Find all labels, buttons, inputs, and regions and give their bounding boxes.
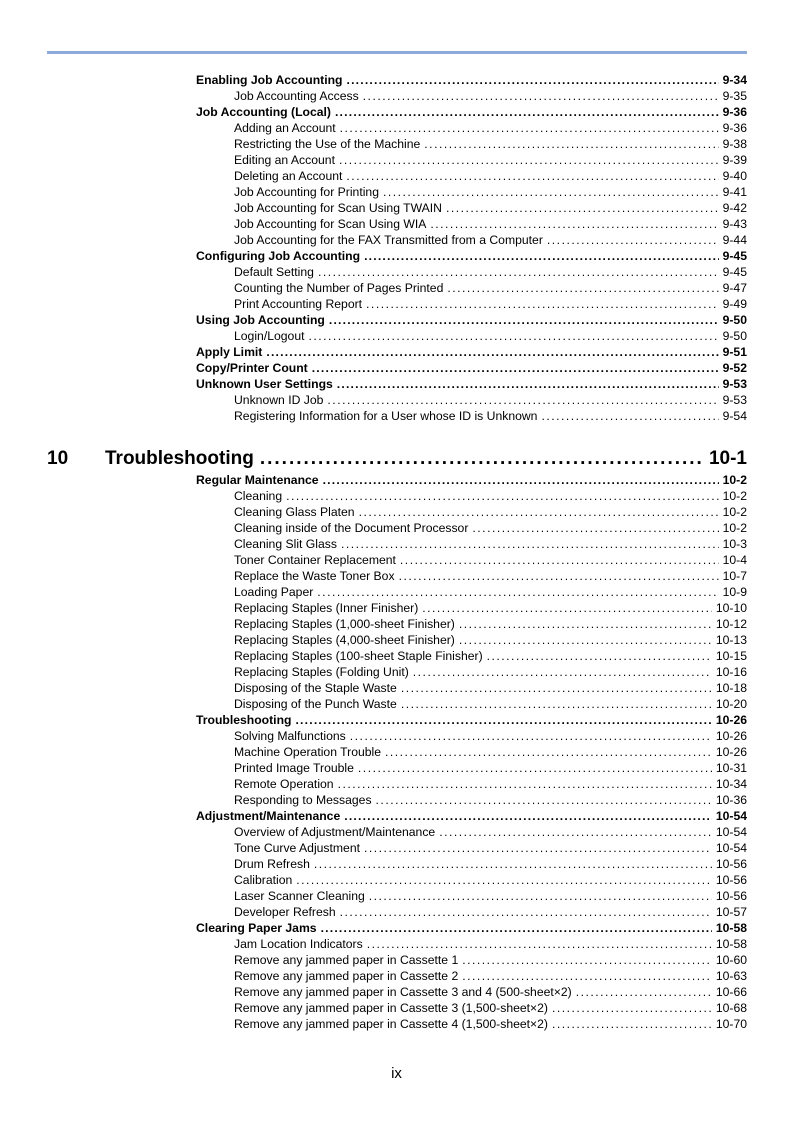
toc-entry-page: 9-51: [722, 345, 747, 359]
toc-entry-title: Cleaning Glass Platen: [234, 505, 355, 519]
toc-entry[interactable]: [234, 1016, 747, 1032]
dot-leader: [399, 568, 719, 584]
toc-entry-title: Job Accounting for the FAX Transmitted from a Computer: [234, 233, 543, 247]
toc-entry-page: 10-18: [715, 681, 747, 695]
toc-entry[interactable]: [196, 72, 747, 88]
toc-entry-page: 10-2: [722, 521, 747, 535]
toc-entry-title: Apply Limit: [196, 345, 263, 359]
chapter-heading[interactable]: [47, 447, 747, 471]
toc-entry-page: 9-34: [722, 73, 747, 87]
toc-entry[interactable]: [234, 856, 747, 872]
dot-leader: [552, 1016, 712, 1032]
toc-entry-page: 10-56: [715, 873, 747, 887]
toc-entry-title: Drum Refresh: [234, 857, 310, 871]
toc-entry-title: Deleting an Account: [234, 169, 343, 183]
toc-entry-title: Remove any jammed paper in Cassette 3 and 4 (500-sheet×2): [234, 985, 572, 999]
toc-entry-page: 9-49: [722, 297, 747, 311]
toc-entry-title: Disposing of the Staple Waste: [234, 681, 397, 695]
toc-entry-title: Configuring Job Accounting: [196, 249, 361, 263]
dot-leader: [364, 840, 712, 856]
toc-entry[interactable]: [196, 808, 747, 824]
toc-entry[interactable]: [234, 872, 747, 888]
toc-entry[interactable]: [234, 552, 747, 568]
toc-entry-page: 10-58: [715, 921, 747, 935]
toc-entry-page: 10-63: [715, 969, 747, 983]
toc-entry-page: 9-36: [722, 121, 747, 135]
toc-entry-title: Remote Operation: [234, 777, 334, 791]
dot-leader: [296, 872, 712, 888]
dot-leader: [459, 616, 712, 632]
toc-entry-page: 10-70: [715, 1017, 747, 1031]
toc-entry[interactable]: [234, 600, 747, 616]
toc-entry[interactable]: [196, 472, 747, 488]
toc-entry[interactable]: [234, 504, 747, 520]
toc-entry-page: 9-36: [722, 105, 747, 119]
toc-entry-page: 9-35: [722, 89, 747, 103]
toc-entry-title: Remove any jammed paper in Cassette 2: [234, 969, 459, 983]
toc-entry-page: 10-2: [722, 489, 747, 503]
toc-entry-page: 9-45: [722, 249, 747, 263]
dot-leader: [462, 952, 712, 968]
toc-entry-page: 9-50: [722, 329, 747, 343]
dot-leader: [339, 152, 719, 168]
toc-entry-page: 10-56: [715, 889, 747, 903]
toc-entry-title: Restricting the Use of the Machine: [234, 137, 421, 151]
toc-entry-title: Enabling Job Accounting: [196, 73, 343, 87]
toc-entry[interactable]: [196, 104, 747, 120]
toc-entry-title: Developer Refresh: [234, 905, 336, 919]
dot-leader: [344, 808, 712, 824]
toc-entry[interactable]: [234, 200, 747, 216]
dot-leader: [439, 824, 712, 840]
toc-entry-page: 10-36: [715, 793, 747, 807]
toc-entry-page: 9-39: [722, 153, 747, 167]
toc-entry-title: Toner Container Replacement: [234, 553, 396, 567]
toc-entry-title: Editing an Account: [234, 153, 335, 167]
chapter-number: 10: [47, 448, 69, 469]
toc-entry[interactable]: [234, 520, 747, 536]
toc-entry-page: 10-58: [715, 937, 747, 951]
toc-entry-title: Replacing Staples (100-sheet Staple Finisher): [234, 649, 483, 663]
toc-entry[interactable]: [196, 248, 747, 264]
toc-entry-title: Counting the Number of Pages Printed: [234, 281, 444, 295]
toc-entry[interactable]: [196, 712, 747, 728]
chapter-title: Troubleshooting: [105, 448, 254, 469]
header-rule: [47, 51, 747, 54]
toc-entry-title: Replace the Waste Toner Box: [234, 569, 395, 583]
toc-entry-page: 10-10: [715, 601, 747, 615]
toc-entry-page: 9-38: [722, 137, 747, 151]
dot-leader: [341, 536, 719, 552]
page-number: ix: [391, 1065, 402, 1082]
dot-leader: [364, 248, 719, 264]
toc-entry-page: 10-68: [715, 1001, 747, 1015]
toc-entry-page: 10-9: [722, 585, 747, 599]
toc-entry-title: Replacing Staples (Folding Unit): [234, 665, 409, 679]
toc-entry[interactable]: [234, 648, 747, 664]
toc-entry[interactable]: [234, 216, 747, 232]
dot-leader: [447, 280, 718, 296]
toc-entry-title: Registering Information for a User whose ID is Unknown: [234, 409, 538, 423]
dot-leader: [335, 104, 719, 120]
toc-entry[interactable]: [234, 616, 747, 632]
toc-entry-page: 10-13: [715, 633, 747, 647]
toc-entry[interactable]: [234, 680, 747, 696]
toc-entry[interactable]: [234, 760, 747, 776]
toc-entry[interactable]: [234, 232, 747, 248]
toc-entry-title: Job Accounting Access: [234, 89, 359, 103]
toc-entry[interactable]: [234, 952, 747, 968]
toc-entry[interactable]: [234, 664, 747, 680]
toc-entry-page: 10-54: [715, 809, 747, 823]
toc-entry-page: 9-47: [722, 281, 747, 295]
toc-entry-title: Calibration: [234, 873, 293, 887]
dot-leader: [367, 936, 712, 952]
dot-leader: [401, 680, 712, 696]
toc-entry[interactable]: [234, 408, 747, 424]
dot-leader: [329, 312, 719, 328]
dot-leader: [295, 712, 711, 728]
toc-entry[interactable]: [234, 296, 747, 312]
dot-leader: [541, 408, 718, 424]
toc-entry-page: 10-4: [722, 553, 747, 567]
toc-entry-title: Responding to Messages: [234, 793, 372, 807]
toc-entry-page: 9-45: [722, 265, 747, 279]
toc-entry-page: 10-16: [715, 665, 747, 679]
toc-entry-title: Machine Operation Trouble: [234, 745, 382, 759]
dot-leader: [547, 232, 719, 248]
toc-entry[interactable]: [234, 936, 747, 952]
toc-entry-title: Cleaning inside of the Document Processor: [234, 521, 469, 535]
dot-leader: [312, 360, 719, 376]
toc-entry[interactable]: [234, 776, 747, 792]
toc-entry[interactable]: [234, 632, 747, 648]
toc-entry-title: Cleaning Slit Glass: [234, 537, 337, 551]
toc-entry-page: 10-56: [715, 857, 747, 871]
toc-entry[interactable]: [234, 744, 747, 760]
toc-entry[interactable]: [234, 968, 747, 984]
toc-entry-title: Unknown ID Job: [234, 393, 324, 407]
toc-entry-title: Replacing Staples (Inner Finisher): [234, 601, 419, 615]
toc-entry-page: 10-26: [715, 713, 747, 727]
toc-entry-page: 10-66: [715, 985, 747, 999]
dot-leader: [413, 664, 712, 680]
toc-entry-title: Job Accounting for Scan Using TWAIN: [234, 201, 442, 215]
toc-entry[interactable]: [196, 920, 747, 936]
toc-entry[interactable]: [234, 584, 747, 600]
toc-entry[interactable]: [234, 168, 747, 184]
dot-leader: [260, 447, 703, 471]
toc-entry[interactable]: [234, 88, 747, 104]
toc-entry-page: 9-40: [722, 169, 747, 183]
toc-entry-title: Printed Image Trouble: [234, 761, 354, 775]
toc-entry-title: Using Job Accounting: [196, 313, 325, 327]
toc-entry-title: Disposing of the Punch Waste: [234, 697, 397, 711]
toc-entry[interactable]: [234, 904, 747, 920]
dot-leader: [446, 200, 719, 216]
toc-entry-page: 9-44: [722, 233, 747, 247]
toc-entry-page: 9-42: [722, 201, 747, 215]
toc-entry-title: Job Accounting for Printing: [234, 185, 379, 199]
toc-entry[interactable]: [196, 376, 747, 392]
toc-entry[interactable]: [234, 792, 747, 808]
dot-leader: [358, 760, 712, 776]
toc-entry-page: 9-53: [722, 393, 747, 407]
toc-entry-title: Tone Curve Adjustment: [234, 841, 361, 855]
dot-leader: [346, 168, 718, 184]
dot-leader: [424, 136, 718, 152]
toc-entry-title: Troubleshooting: [196, 713, 292, 727]
dot-leader: [369, 888, 712, 904]
toc-entry[interactable]: [234, 184, 747, 200]
dot-leader: [321, 920, 712, 936]
toc-entry-title: Adding an Account: [234, 121, 336, 135]
toc-entry[interactable]: [234, 392, 747, 408]
toc-entry-page: 10-34: [715, 777, 747, 791]
toc-entry-title: Overview of Adjustment/Maintenance: [234, 825, 436, 839]
toc-entry-title: Solving Malfunctions: [234, 729, 346, 743]
dot-leader: [337, 376, 719, 392]
toc-entry-title: Remove any jammed paper in Cassette 3 (1,500-sheet×2): [234, 1001, 548, 1015]
chapter-page: 10-1: [708, 448, 747, 469]
toc-entry[interactable]: [196, 312, 747, 328]
toc-entry[interactable]: [234, 888, 747, 904]
toc-entry-title: Job Accounting for Scan Using WIA: [234, 217, 427, 231]
toc-entry-page: 10-60: [715, 953, 747, 967]
toc-entry-title: Laser Scanner Cleaning: [234, 889, 365, 903]
toc-entry-page: 10-2: [722, 505, 747, 519]
toc-entry-title: Print Accounting Report: [234, 297, 363, 311]
toc-entry-page: 9-41: [722, 185, 747, 199]
toc-entry-page: 10-15: [715, 649, 747, 663]
dot-leader: [346, 72, 718, 88]
toc-entry-title: Default Setting: [234, 265, 314, 279]
toc-entry[interactable]: [234, 984, 747, 1000]
toc-entry-title: Cleaning: [234, 489, 283, 503]
toc-entry[interactable]: [234, 568, 747, 584]
dot-leader: [459, 632, 712, 648]
toc-entry-page: 9-53: [722, 377, 747, 391]
toc-entry[interactable]: [234, 840, 747, 856]
toc-entry-page: 10-31: [715, 761, 747, 775]
toc-entry-page: 10-7: [722, 569, 747, 583]
dot-leader: [340, 904, 712, 920]
toc-entry[interactable]: [234, 824, 747, 840]
dot-leader: [266, 344, 718, 360]
dot-leader: [422, 600, 712, 616]
dot-leader: [385, 744, 712, 760]
dot-leader: [430, 216, 718, 232]
toc-entry-page: 9-50: [722, 313, 747, 327]
toc-entry[interactable]: [234, 696, 747, 712]
dot-leader: [487, 648, 712, 664]
dot-leader: [376, 792, 712, 808]
toc-entry-page: 9-54: [722, 409, 747, 423]
toc-entry-page: 10-20: [715, 697, 747, 711]
toc-entry[interactable]: [196, 344, 747, 360]
toc-entry-page: 10-26: [715, 745, 747, 759]
toc-entry-page: 10-2: [722, 473, 747, 487]
dot-leader: [472, 520, 718, 536]
toc-entry[interactable]: [234, 1000, 747, 1016]
toc-entry-page: 9-52: [722, 361, 747, 375]
dot-leader: [401, 696, 712, 712]
toc-entry-title: Replacing Staples (1,000-sheet Finisher): [234, 617, 455, 631]
dot-leader: [323, 472, 719, 488]
toc-entry[interactable]: [234, 120, 747, 136]
toc-entry[interactable]: [234, 488, 747, 504]
toc-entry[interactable]: [234, 264, 747, 280]
toc-entry[interactable]: [234, 152, 747, 168]
toc-entry-title: Clearing Paper Jams: [196, 921, 317, 935]
dot-leader: [327, 392, 718, 408]
dot-leader: [340, 120, 719, 136]
dot-leader: [359, 504, 719, 520]
dot-leader: [314, 856, 712, 872]
toc-entry[interactable]: [234, 728, 747, 744]
toc-entry-page: 10-54: [715, 841, 747, 855]
toc-entry-title: Jam Location Indicators: [234, 937, 363, 951]
dot-leader: [383, 184, 719, 200]
toc-entry-title: Job Accounting (Local): [196, 105, 331, 119]
toc-entry-page: 10-54: [715, 825, 747, 839]
toc-entry-title: Loading Paper: [234, 585, 314, 599]
toc-entry-title: Adjustment/Maintenance: [196, 809, 341, 823]
dot-leader: [317, 584, 718, 600]
toc-entry-title: Remove any jammed paper in Cassette 4 (1,500-sheet×2): [234, 1017, 548, 1031]
toc-entry-title: Remove any jammed paper in Cassette 1: [234, 953, 459, 967]
toc-entry[interactable]: [234, 136, 747, 152]
dot-leader: [338, 776, 712, 792]
dot-leader: [576, 984, 712, 1000]
toc-entry-title: Login/Logout: [234, 329, 305, 343]
dot-leader: [318, 264, 719, 280]
toc-entry-page: 10-26: [715, 729, 747, 743]
toc-entry-page: 10-3: [722, 537, 747, 551]
toc-entry[interactable]: [234, 328, 747, 344]
toc-entry[interactable]: [234, 536, 747, 552]
dot-leader: [552, 1000, 712, 1016]
toc-entry-title: Unknown User Settings: [196, 377, 333, 391]
dot-leader: [400, 552, 719, 568]
dot-leader: [363, 88, 719, 104]
dot-leader: [462, 968, 712, 984]
dot-leader: [286, 488, 718, 504]
toc-entry[interactable]: [234, 280, 747, 296]
toc-entry-page: 10-57: [715, 905, 747, 919]
toc-entry-title: Copy/Printer Count: [196, 361, 308, 375]
toc-entry-page: 9-43: [722, 217, 747, 231]
dot-leader: [366, 296, 719, 312]
toc-entry-title: Regular Maintenance: [196, 473, 319, 487]
dot-leader: [308, 328, 718, 344]
toc-entry-page: 10-12: [715, 617, 747, 631]
dot-leader: [350, 728, 712, 744]
toc-entry-title: Replacing Staples (4,000-sheet Finisher): [234, 633, 455, 647]
toc-entry[interactable]: [196, 360, 747, 376]
